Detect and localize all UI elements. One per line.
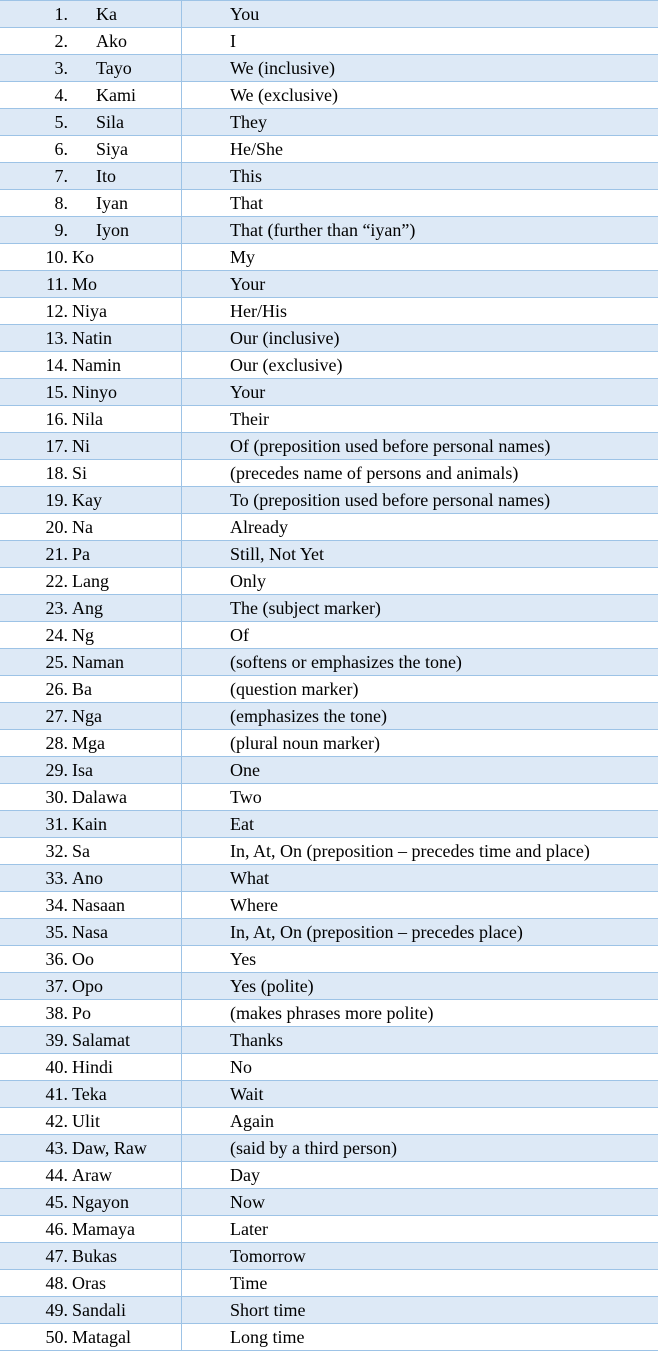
tagalog-word: Naman xyxy=(68,649,182,675)
tagalog-word: Ako xyxy=(68,28,182,54)
table-row xyxy=(0,325,658,352)
tagalog-word: Araw xyxy=(68,1162,182,1188)
row-number: 30. xyxy=(45,787,68,807)
row-number: 42. xyxy=(45,1111,68,1131)
row-number: 6. xyxy=(54,139,68,159)
english-meaning: (precedes name of persons and animals) xyxy=(230,463,519,483)
row-number: 9. xyxy=(54,220,68,240)
row-number: 17. xyxy=(45,436,68,456)
table-row xyxy=(0,1270,658,1297)
english-meaning: They xyxy=(230,112,267,132)
english-meaning: Day xyxy=(230,1165,260,1185)
english-meaning: What xyxy=(230,868,269,888)
tagalog-word: Matagal xyxy=(68,1324,182,1350)
table-row xyxy=(0,730,658,757)
tagalog-word: Nasa xyxy=(68,919,182,945)
english-meaning: He/She xyxy=(230,139,283,159)
english-meaning: I xyxy=(230,31,236,51)
row-number: 46. xyxy=(45,1219,68,1239)
tagalog-word: Ka xyxy=(68,1,182,27)
row-number: 11. xyxy=(46,274,68,294)
tagalog-word: Pa xyxy=(68,541,182,567)
table-row xyxy=(0,811,658,838)
table-row xyxy=(0,1243,658,1270)
tagalog-word: Niya xyxy=(68,298,182,324)
table-row xyxy=(0,379,658,406)
tagalog-word: Kain xyxy=(68,811,182,837)
row-number: 14. xyxy=(45,355,68,375)
table-row xyxy=(0,217,658,244)
row-number: 50. xyxy=(45,1327,68,1347)
row-number: 49. xyxy=(45,1300,68,1320)
table-row xyxy=(0,1108,658,1135)
table-row xyxy=(0,1000,658,1027)
row-number: 19. xyxy=(45,490,68,510)
tagalog-word: Bukas xyxy=(68,1243,182,1269)
table-row xyxy=(0,973,658,1000)
table-row xyxy=(0,298,658,325)
tagalog-word: Natin xyxy=(68,325,182,351)
table-row xyxy=(0,406,658,433)
row-number: 41. xyxy=(45,1084,68,1104)
tagalog-word: Ni xyxy=(68,433,182,459)
tagalog-word: Opo xyxy=(68,973,182,999)
tagalog-word: Sandali xyxy=(68,1297,182,1323)
english-meaning: Already xyxy=(230,517,288,537)
table-row xyxy=(0,568,658,595)
tagalog-word: Mga xyxy=(68,730,182,756)
tagalog-word: Iyon xyxy=(68,217,182,243)
english-meaning: Their xyxy=(230,409,269,429)
tagalog-word: Nila xyxy=(68,406,182,432)
english-meaning: We (exclusive) xyxy=(230,85,338,105)
english-meaning: (emphasizes the tone) xyxy=(230,706,387,726)
english-meaning: Time xyxy=(230,1273,268,1293)
english-meaning: You xyxy=(230,4,260,24)
table-row xyxy=(0,1324,658,1351)
table-row xyxy=(0,1162,658,1189)
english-meaning: Her/His xyxy=(230,301,287,321)
row-number: 29. xyxy=(45,760,68,780)
english-meaning: Short time xyxy=(230,1300,306,1320)
english-meaning: (softens or emphasizes the tone) xyxy=(230,652,462,672)
tagalog-word: Lang xyxy=(68,568,182,594)
table-row xyxy=(0,757,658,784)
table-row xyxy=(0,703,658,730)
tagalog-word: Sa xyxy=(68,838,182,864)
row-number: 21. xyxy=(45,544,68,564)
tagalog-word: Ngayon xyxy=(68,1189,182,1215)
row-number: 25. xyxy=(45,652,68,672)
table-row xyxy=(0,1,658,28)
table-row xyxy=(0,1135,658,1162)
tagalog-word: Po xyxy=(68,1000,182,1026)
english-meaning: One xyxy=(230,760,260,780)
tagalog-word: Ang xyxy=(68,595,182,621)
english-meaning: Yes xyxy=(230,949,257,969)
table-row xyxy=(0,109,658,136)
english-meaning: (plural noun marker) xyxy=(230,733,380,753)
row-number: 12. xyxy=(45,301,68,321)
tagalog-word: Si xyxy=(68,460,182,486)
row-number: 1. xyxy=(54,4,68,24)
english-meaning: Of xyxy=(230,625,249,645)
table-row xyxy=(0,163,658,190)
row-number: 5. xyxy=(54,112,68,132)
row-number: 38. xyxy=(45,1003,68,1023)
english-meaning: That (further than “iyan”) xyxy=(230,220,416,240)
english-meaning: Long time xyxy=(230,1327,305,1347)
tagalog-word: Hindi xyxy=(68,1054,182,1080)
english-meaning: Eat xyxy=(230,814,254,834)
tagalog-word: Ng xyxy=(68,622,182,648)
tagalog-word: Daw, Raw xyxy=(68,1135,182,1161)
table-row xyxy=(0,136,658,163)
english-meaning: To (preposition used before personal names) xyxy=(230,490,551,510)
table-row xyxy=(0,784,658,811)
tagalog-word: Iyan xyxy=(68,190,182,216)
english-meaning: Where xyxy=(230,895,278,915)
tagalog-word: Ulit xyxy=(68,1108,182,1134)
row-number: 28. xyxy=(45,733,68,753)
row-number: 18. xyxy=(45,463,68,483)
tagalog-word: Namin xyxy=(68,352,182,378)
table-row xyxy=(0,190,658,217)
english-meaning: Now xyxy=(230,1192,265,1212)
english-meaning: Later xyxy=(230,1219,268,1239)
english-meaning: Again xyxy=(230,1111,274,1131)
table-row xyxy=(0,892,658,919)
english-meaning: Still, Not Yet xyxy=(230,544,325,564)
english-meaning: Thanks xyxy=(230,1030,283,1050)
row-number: 43. xyxy=(45,1138,68,1158)
table-row xyxy=(0,271,658,298)
english-meaning: The (subject marker) xyxy=(230,598,381,618)
english-meaning: In, At, On (preposition – precedes place) xyxy=(230,922,523,942)
row-number: 26. xyxy=(45,679,68,699)
table-row xyxy=(0,460,658,487)
english-meaning: Our (exclusive) xyxy=(230,355,343,375)
row-number: 32. xyxy=(45,841,68,861)
table-row xyxy=(0,28,658,55)
english-meaning: Our (inclusive) xyxy=(230,328,340,348)
table-row xyxy=(0,1081,658,1108)
row-number: 13. xyxy=(45,328,68,348)
row-number: 22. xyxy=(45,571,68,591)
english-meaning: My xyxy=(230,247,256,267)
tagalog-word: Nga xyxy=(68,703,182,729)
row-number: 31. xyxy=(45,814,68,834)
tagalog-word: Sila xyxy=(68,109,182,135)
row-number: 48. xyxy=(45,1273,68,1293)
row-number: 44. xyxy=(45,1165,68,1185)
english-meaning: (question marker) xyxy=(230,679,359,699)
english-meaning: (said by a third person) xyxy=(230,1138,397,1158)
tagalog-word: Dalawa xyxy=(68,784,182,810)
table-row xyxy=(0,1189,658,1216)
row-number: 20. xyxy=(45,517,68,537)
english-meaning: No xyxy=(230,1057,252,1077)
tagalog-word: Mamaya xyxy=(68,1216,182,1242)
english-meaning: Of (preposition used before personal names) xyxy=(230,436,551,456)
table-row xyxy=(0,946,658,973)
row-number: 45. xyxy=(45,1192,68,1212)
table-row xyxy=(0,244,658,271)
english-meaning: Tomorrow xyxy=(230,1246,306,1266)
english-meaning: Your xyxy=(230,382,266,402)
table-row xyxy=(0,649,658,676)
row-number: 16. xyxy=(45,409,68,429)
tagalog-word: Kami xyxy=(68,82,182,108)
tagalog-word: Mo xyxy=(68,271,182,297)
table-row xyxy=(0,1027,658,1054)
tagalog-word: Ko xyxy=(68,244,182,270)
row-number: 27. xyxy=(45,706,68,726)
tagalog-word: Nasaan xyxy=(68,892,182,918)
row-number: 15. xyxy=(45,382,68,402)
row-number: 37. xyxy=(45,976,68,996)
row-number: 10. xyxy=(45,247,68,267)
row-number: 40. xyxy=(45,1057,68,1077)
tagalog-word: Salamat xyxy=(68,1027,182,1053)
tagalog-word: Oo xyxy=(68,946,182,972)
row-number: 7. xyxy=(54,166,68,186)
table-row xyxy=(0,487,658,514)
row-number: 35. xyxy=(45,922,68,942)
english-meaning: (makes phrases more polite) xyxy=(230,1003,434,1023)
row-number: 33. xyxy=(45,868,68,888)
english-meaning: Two xyxy=(230,787,262,807)
tagalog-word: Tayo xyxy=(68,55,182,81)
row-number: 39. xyxy=(45,1030,68,1050)
table-row xyxy=(0,514,658,541)
english-meaning: Your xyxy=(230,274,266,294)
tagalog-word: Ito xyxy=(68,163,182,189)
row-number: 47. xyxy=(45,1246,68,1266)
english-meaning: This xyxy=(230,166,263,186)
tagalog-word: Oras xyxy=(68,1270,182,1296)
table-row xyxy=(0,1216,658,1243)
tagalog-word: Isa xyxy=(68,757,182,783)
tagalog-word: Teka xyxy=(68,1081,182,1107)
table-row xyxy=(0,919,658,946)
tagalog-word: Na xyxy=(68,514,182,540)
tagalog-word: Ba xyxy=(68,676,182,702)
table-row xyxy=(0,622,658,649)
table-row xyxy=(0,82,658,109)
english-meaning: Yes (polite) xyxy=(230,976,314,996)
table-row xyxy=(0,352,658,379)
tagalog-word: Ano xyxy=(68,865,182,891)
table-row xyxy=(0,838,658,865)
english-meaning: We (inclusive) xyxy=(230,58,336,78)
row-number: 3. xyxy=(54,58,68,78)
english-meaning: Wait xyxy=(230,1084,264,1104)
table-row xyxy=(0,865,658,892)
tagalog-word: Siya xyxy=(68,136,182,162)
table-row xyxy=(0,1054,658,1081)
row-number: 34. xyxy=(45,895,68,915)
table-row xyxy=(0,55,658,82)
english-meaning: In, At, On (preposition – precedes time and place) xyxy=(230,841,590,861)
table-row xyxy=(0,595,658,622)
english-meaning: That xyxy=(230,193,263,213)
tagalog-word: Ninyo xyxy=(68,379,182,405)
row-number: 36. xyxy=(45,949,68,969)
table-row xyxy=(0,433,658,460)
table-row xyxy=(0,541,658,568)
english-meaning: Only xyxy=(230,571,266,591)
row-number: 2. xyxy=(54,31,68,51)
row-number: 4. xyxy=(54,85,68,105)
row-number: 24. xyxy=(45,625,68,645)
row-number: 8. xyxy=(54,193,68,213)
row-number: 23. xyxy=(45,598,68,618)
table-row xyxy=(0,1297,658,1324)
tagalog-word: Kay xyxy=(68,487,182,513)
table-row xyxy=(0,676,658,703)
